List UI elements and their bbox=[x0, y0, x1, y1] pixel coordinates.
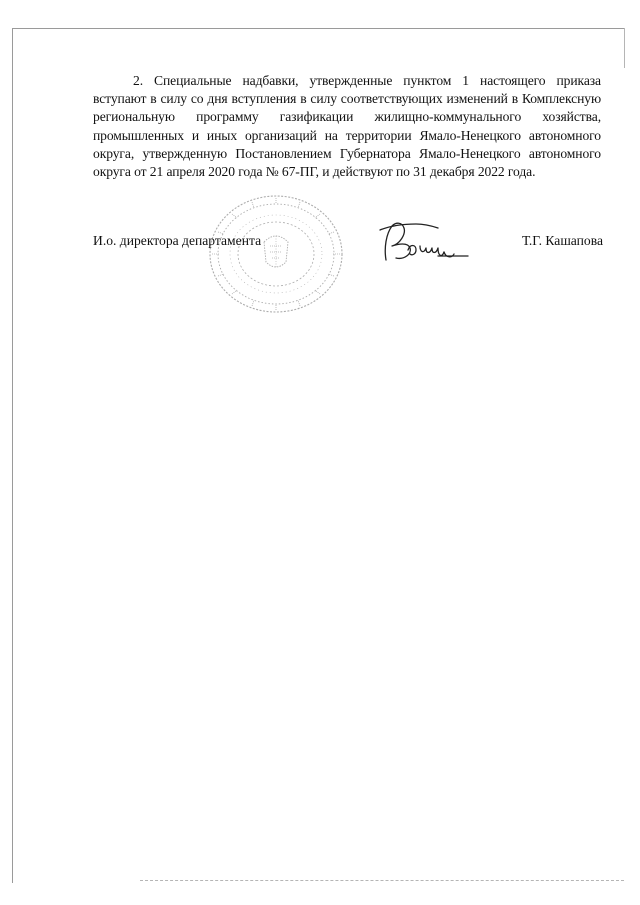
page-edge-top bbox=[12, 28, 624, 29]
signer-title: И.о. директора департамента bbox=[93, 233, 262, 248]
page-edge-bottom bbox=[140, 880, 624, 881]
page-edge-right bbox=[624, 28, 625, 68]
signature-block bbox=[93, 232, 603, 252]
signer-name: Т.Г. Кашапова bbox=[521, 233, 603, 248]
paragraph-2: 2. Специальные надбавки, утвержденные пунктом 1 настоящего приказа вступают в силу со дня вступления в силу соответствующих изменений в Комплексную региональную программу газификации жилищно-коммунального хозяйства, промышленных и иных организаций на территории Ямало-Ненецкого автономного округа, утвержденную Постановлением Губернатора Ямало-Ненецкого автономного округа от 21 апреля 2020 года № 67-ПГ, и действуют по 31 декабря 2022 года. bbox=[93, 73, 601, 180]
page-edge-left bbox=[12, 28, 13, 883]
official-seal-icon bbox=[204, 190, 348, 318]
